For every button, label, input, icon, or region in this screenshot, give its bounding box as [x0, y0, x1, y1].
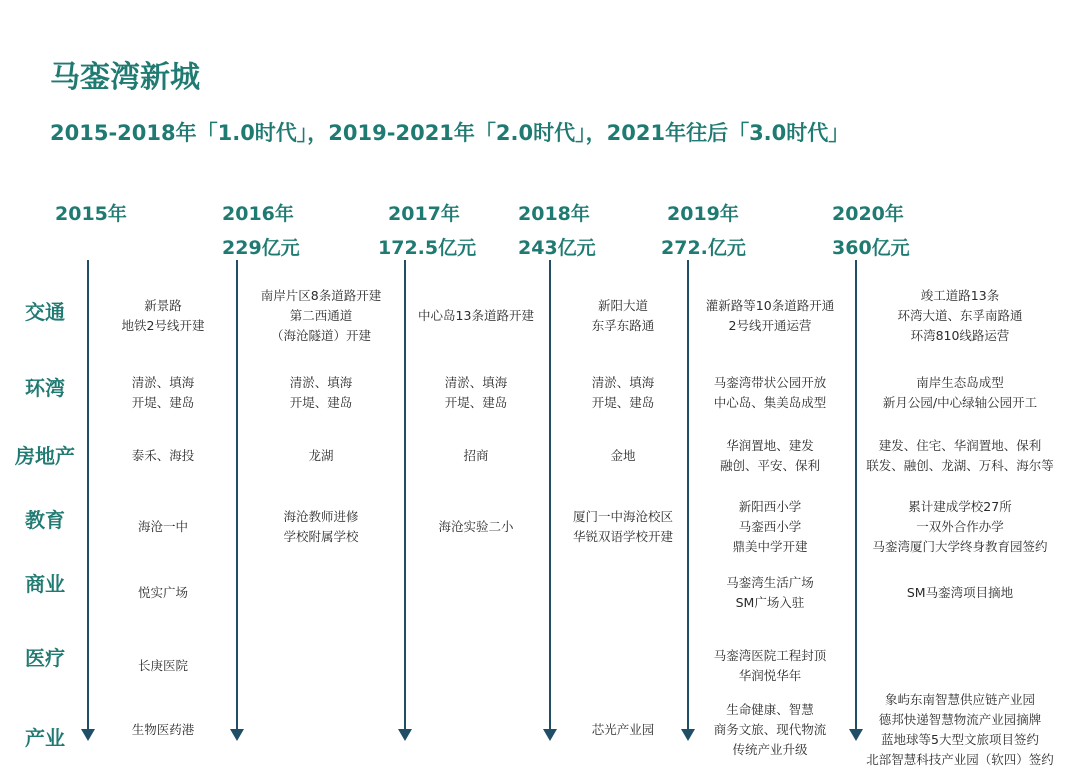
cell-line: 一双外合作办学 — [916, 519, 1004, 534]
cell-line: 传统产业升级 — [732, 742, 808, 757]
cell-r1-c3 — [558, 373, 688, 413]
cell-line: 建发、住宅、华润置地、保利 — [878, 438, 1042, 453]
cell-line: 生命健康、智慧 — [726, 702, 814, 717]
cell-line: 2号线开通运营 — [728, 318, 812, 333]
cell-line: 地铁2号线开建 — [121, 318, 205, 333]
year-2018: 2018年 — [518, 203, 590, 225]
cell-line: 东孚东路通 — [591, 318, 655, 333]
cell-r3-c0 — [93, 517, 233, 537]
cell-r2-c5 — [855, 436, 1065, 476]
cell-r0-c5 — [855, 286, 1065, 346]
cell-r2-c2 — [406, 446, 546, 466]
cell-line: SM广场入驻 — [735, 595, 805, 610]
cell-line: 华润悦华年 — [738, 668, 802, 683]
cell-r6-c0 — [93, 720, 233, 740]
cell-r1-c0 — [93, 373, 233, 413]
cell-r3-c3 — [558, 507, 688, 547]
cell-r2-c4 — [690, 436, 850, 476]
cell-line: 清淤、填海 — [591, 375, 655, 390]
cell-line: 厦门一中海沧校区 — [572, 509, 673, 524]
cell-line: 龙湖 — [308, 448, 334, 463]
cell-r5-c0 — [93, 656, 233, 676]
cell-r1-c1 — [241, 373, 401, 413]
cell-line: 中心岛13条道路开建 — [418, 308, 534, 323]
cell-line: SM马銮湾项目摘地 — [906, 585, 1014, 600]
timeline-line-2016 — [236, 260, 238, 732]
cell-line: 开堤、建岛 — [289, 395, 353, 410]
amount-2019: 272.亿元 — [661, 237, 746, 259]
cell-line: 累计建成学校27所 — [908, 499, 1012, 514]
cell-r1-c2 — [406, 373, 546, 413]
cell-line: 新阳西小学 — [738, 499, 802, 514]
cell-line: 金地 — [610, 448, 636, 463]
cell-line: 蓝地球等5大型文旅项目签约 — [881, 732, 1039, 747]
year-2016: 2016年 — [222, 203, 294, 225]
cell-line: 清淤、填海 — [131, 375, 195, 390]
cell-line: 华锐双语学校开建 — [572, 529, 673, 544]
cell-line: 新景路 — [144, 298, 182, 313]
cell-line: 海沧实验二小 — [438, 519, 514, 534]
category-education: 教育 — [25, 508, 65, 532]
cell-r1-c5 — [855, 373, 1065, 413]
cell-line: 南岸片区8条道路开建 — [260, 288, 382, 303]
cell-r0-c2 — [406, 306, 546, 326]
cell-r1-c4 — [690, 373, 850, 413]
category-medical: 医疗 — [25, 646, 65, 670]
cell-line: 商务文旅、现代物流 — [713, 722, 827, 737]
cell-line: 开堤、建岛 — [591, 395, 655, 410]
cell-line: 北部智慧科技产业园（软四）签约 — [866, 752, 1054, 767]
year-2019: 2019年 — [667, 203, 739, 225]
cell-line: 开堤、建岛 — [444, 395, 508, 410]
arrow-down-icon — [543, 729, 557, 741]
year-2017: 2017年 — [388, 203, 460, 225]
cell-line: 马銮湾带状公园开放 — [713, 375, 827, 390]
cell-line: 海沧一中 — [137, 519, 188, 534]
cell-r3-c5 — [855, 497, 1065, 557]
amount-2020: 360亿元 — [832, 237, 910, 259]
cell-line: 学校附属学校 — [283, 529, 359, 544]
cell-line: 竣工道路13条 — [920, 288, 1000, 303]
cell-line: 灌新路等10条道路开通 — [705, 298, 835, 313]
arrow-down-icon — [398, 729, 412, 741]
cell-line: 清淤、填海 — [444, 375, 508, 390]
cell-r2-c3 — [558, 446, 688, 466]
timeline-line-2018 — [549, 260, 551, 732]
cell-line: 环湾810线路运营 — [910, 328, 1010, 343]
cell-r4-c4 — [690, 573, 850, 613]
category-bay: 环湾 — [25, 376, 65, 400]
cell-line: 环湾大道、东孚南路通 — [897, 308, 1023, 323]
page-subtitle: 2015-2018年「1.0时代」，2019-2021年「2.0时代」，2021年往后「3.0时代」 — [50, 121, 850, 145]
cell-line: 新月公园/中心绿轴公园开工 — [882, 395, 1038, 410]
amount-2018: 243亿元 — [518, 237, 596, 259]
cell-line: 华润置地、建发 — [726, 438, 814, 453]
cell-line: 马銮湾厦门大学终身教育园签约 — [872, 539, 1048, 554]
cell-line: 长庚医院 — [137, 658, 188, 673]
cell-line: 新阳大道 — [597, 298, 648, 313]
category-transport: 交通 — [25, 300, 65, 324]
cell-line: 清淤、填海 — [289, 375, 353, 390]
cell-r0-c3 — [558, 296, 688, 336]
cell-line: 联发、融创、龙湖、万科、海尔等 — [866, 458, 1054, 473]
cell-r5-c4 — [690, 646, 850, 686]
cell-line: 马銮湾生活广场 — [726, 575, 814, 590]
year-2015: 2015年 — [55, 203, 127, 225]
cell-r6-c5 — [855, 690, 1065, 770]
timeline-line-2017 — [404, 260, 406, 732]
category-commerce: 商业 — [25, 572, 65, 596]
cell-line: 马銮湾医院工程封顶 — [713, 648, 827, 663]
cell-r3-c4 — [690, 497, 850, 557]
cell-line: 象屿东南智慧供应链产业园 — [884, 692, 1035, 707]
cell-r0-c4 — [690, 296, 850, 336]
cell-r4-c5 — [855, 583, 1065, 603]
cell-line: 德邦快递智慧物流产业园摘牌 — [878, 712, 1042, 727]
cell-r0-c1 — [241, 286, 401, 346]
cell-r3-c1 — [241, 507, 401, 547]
cell-r3-c2 — [406, 517, 546, 537]
amount-2016: 229亿元 — [222, 237, 300, 259]
cell-r0-c0 — [93, 296, 233, 336]
category-industry: 产业 — [25, 726, 65, 750]
cell-line: （海沧隧道）开建 — [270, 328, 371, 343]
cell-line: 芯光产业园 — [591, 722, 655, 737]
cell-line: 第二西通道 — [289, 308, 353, 323]
cell-line: 南岸生态岛成型 — [916, 375, 1004, 390]
cell-r2-c1 — [241, 446, 401, 466]
cell-line: 泰禾、海投 — [131, 448, 195, 463]
year-2020: 2020年 — [832, 203, 904, 225]
cell-line: 生物医药港 — [131, 722, 195, 737]
timeline-line-2015 — [87, 260, 89, 732]
amount-2017: 172.5亿元 — [378, 237, 477, 259]
cell-line: 悦实广场 — [137, 585, 188, 600]
cell-line: 鼎美中学开建 — [732, 539, 808, 554]
page-title: 马銮湾新城 — [50, 60, 200, 95]
cell-line: 中心岛、集美岛成型 — [713, 395, 827, 410]
cell-line: 融创、平安、保利 — [719, 458, 820, 473]
cell-line: 开堤、建岛 — [131, 395, 195, 410]
cell-line: 招商 — [463, 448, 489, 463]
cell-r2-c0 — [93, 446, 233, 466]
cell-line: 海沧教师进修 — [283, 509, 359, 524]
cell-r4-c0 — [93, 583, 233, 603]
cell-line: 马銮西小学 — [738, 519, 802, 534]
cell-r6-c4 — [690, 700, 850, 760]
category-real-estate: 房地产 — [15, 444, 75, 468]
cell-r6-c3 — [558, 720, 688, 740]
